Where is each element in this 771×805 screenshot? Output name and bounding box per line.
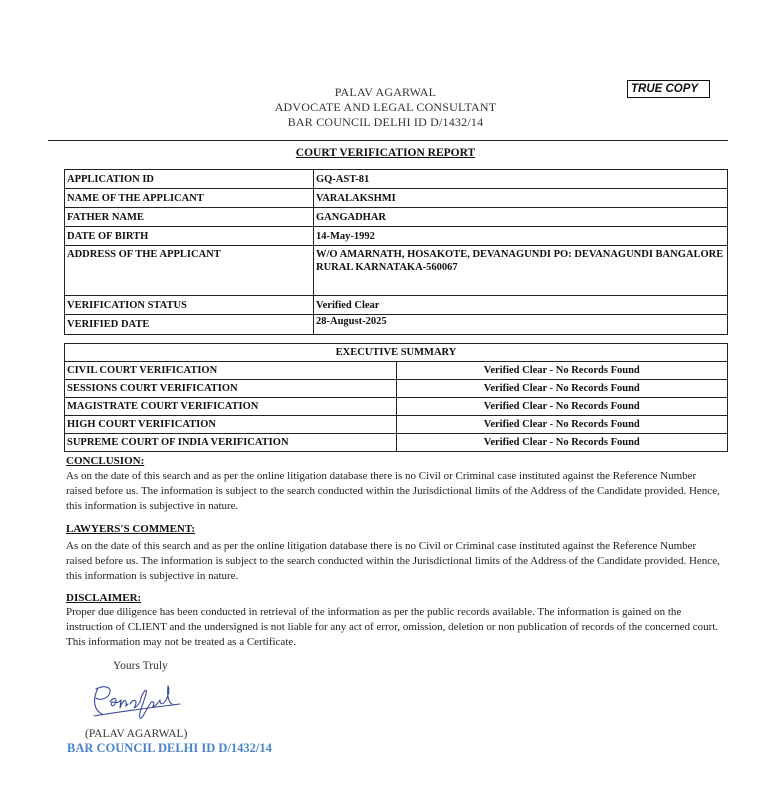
table-row [65,416,728,434]
row-value: GANGADHAR [314,208,728,227]
signatory-name: (PALAV AGARWAL) [85,728,188,740]
row-value: W/O AMARNATH, HOSAKOTE, DEVANAGUNDI PO: DEVANAGUNDI BANGALORE RURAL KARNATAKA-560067 [314,246,728,296]
row-label: CIVIL COURT VERIFICATION [65,362,397,380]
report-title: COURT VERIFICATION REPORT [295,147,476,159]
row-label: SUPREME COURT OF INDIA VERIFICATION [65,434,397,452]
row-value: VARALAKSHMI [314,189,728,208]
table-row [65,315,728,335]
row-label: VERIFIED DATE [65,315,314,335]
row-value: Verified Clear - No Records Found [396,362,728,380]
conclusion-text: As on the date of this search and as per the online litigation database there is no Civil or Criminal case instituted against the Reference Number raised before us. The information is subject to the search conducted within the Jurisdictional limits of the Address of the Candidate provided. Hence, this information is subjective in nature. [66,470,720,512]
row-value: Verified Clear - No Records Found [396,416,728,434]
summary-title: EXECUTIVE SUMMARY [65,344,728,362]
row-value: Verified Clear [314,296,728,315]
row-label: NAME OF THE APPLICANT [65,189,314,208]
row-label: MAGISTRATE COURT VERIFICATION [65,398,397,416]
executive-summary-table [64,343,728,452]
disclaimer-text: Proper due diligence has been conducted in retrieval of the information as per the public records available. The information is gained on the instruction of CLIENT and the undersigned is not liable for any act of error, omission, deletion or non publication of records of the concerned court. This information may not be treated as a Certificate. [66,606,719,648]
table-row [65,246,728,296]
lawyers-comment-text: As on the date of this search and as per the online litigation database there is no Civil or Criminal case instituted against the Reference Number raised before us. The information is subject to the search conducted within the Jurisdictional limits of the Address of the Candidate provided. Hence, this information is subjective in nature. [66,540,720,582]
disclaimer-title: DISCLAIMER: [66,592,142,604]
row-value: 28-August-2025 [314,315,728,335]
row-value: Verified Clear - No Records Found [396,434,728,452]
applicant-details-table [64,169,728,335]
row-label: FATHER NAME [65,208,314,227]
table-row [65,189,728,208]
row-label: SESSIONS COURT VERIFICATION [65,380,397,398]
row-label: APPLICATION ID [65,170,314,189]
table-row [65,170,728,189]
closing-salutation: Yours Truly [113,660,168,672]
row-label: HIGH COURT VERIFICATION [65,416,397,434]
table-row [65,296,728,315]
row-label: DATE OF BIRTH [65,227,314,246]
table-row [65,434,728,452]
row-value: Verified Clear - No Records Found [396,380,728,398]
conclusion-title: CONCLUSION: [66,455,145,467]
advocate-name: PALAV AGARWAL [334,85,437,99]
table-row [65,344,728,362]
advocate-role: ADVOCATE AND LEGAL CONSULTANT [274,100,497,114]
header-divider [48,140,728,141]
table-row [65,398,728,416]
signature [88,680,188,722]
row-value: Verified Clear - No Records Found [396,398,728,416]
row-value: 14-May-1992 [314,227,728,246]
table-row [65,362,728,380]
table-row [65,380,728,398]
lawyers-comment-title: LAWYERS'S COMMENT: [66,523,196,535]
table-row [65,227,728,246]
row-value: GQ-AST-81 [314,170,728,189]
signatory-bar-id: BAR COUNCIL DELHI ID D/1432/14 [67,741,272,755]
row-label: ADDRESS OF THE APPLICANT [65,246,314,296]
true-copy-stamp: TRUE COPY [627,80,710,98]
advocate-bar-id: BAR COUNCIL DELHI ID D/1432/14 [287,115,484,129]
row-label: VERIFICATION STATUS [65,296,314,315]
table-row [65,208,728,227]
